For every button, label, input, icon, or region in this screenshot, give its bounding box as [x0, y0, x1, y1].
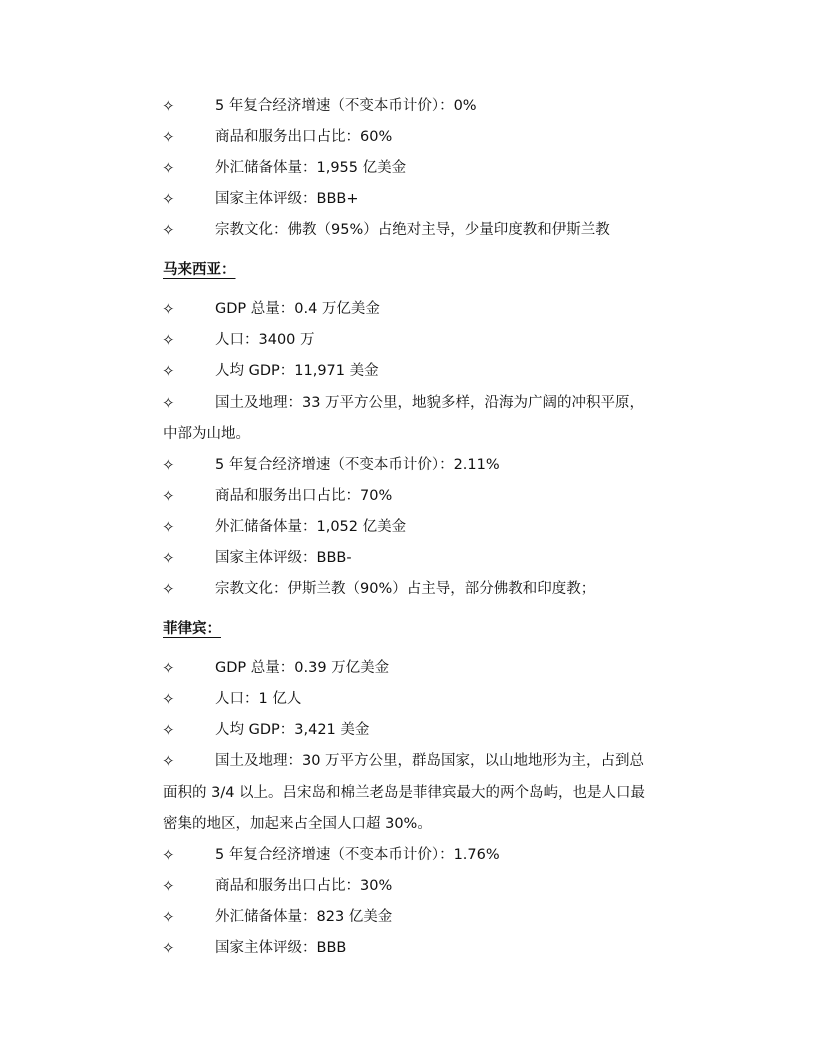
list-item — [0, 298, 816, 320]
list-item — [0, 95, 816, 117]
bullet-icon: ✧ — [162, 394, 175, 412]
bullet-icon: ✧ — [162, 221, 175, 239]
list-item-text: 人口：1 亿人 — [215, 691, 302, 707]
section-heading — [0, 259, 816, 281]
list-item — [0, 719, 816, 741]
section-heading-malaysia: 马来西亚： — [163, 262, 236, 278]
bullet-icon: ✧ — [162, 97, 175, 115]
list-item-text: 宗教文化：伊斯兰教（90%）占主导，部分佛教和印度教； — [215, 581, 596, 597]
list-item-text: 外汇储备体量：823 亿美金 — [215, 909, 393, 925]
list-item — [0, 485, 816, 507]
list-item-text: 商品和服务出口占比：60% — [215, 129, 393, 145]
bullet-icon: ✧ — [162, 300, 175, 318]
list-item — [0, 750, 816, 772]
bullet-icon: ✧ — [162, 721, 175, 739]
list-item-text: GDP 总量：0.39 万亿美金 — [215, 660, 390, 676]
section-heading — [0, 618, 816, 640]
list-item — [0, 126, 816, 148]
list-item-text: 面积的 3/4 以上。吕宋岛和棉兰老岛是菲律宾最大的两个岛屿，也是人口最 — [163, 785, 646, 801]
list-item-text: 人口：3400 万 — [215, 332, 315, 348]
list-item-continuation — [0, 423, 816, 445]
bullet-icon: ✧ — [162, 877, 175, 895]
list-item-text: 5 年复合经济增速（不变本币计价）：1.76% — [215, 847, 500, 863]
bullet-icon: ✧ — [162, 752, 175, 770]
list-item-text: 商品和服务出口占比：30% — [215, 878, 393, 894]
list-item-text: 中部为山地。 — [163, 426, 250, 442]
list-item — [0, 329, 816, 351]
list-item-text: 国土及地理：33 万平方公里，地貌多样，沿海为广阔的冲积平原， — [215, 395, 645, 411]
bullet-icon: ✧ — [162, 128, 175, 146]
bullet-icon: ✧ — [162, 659, 175, 677]
list-item-continuation — [0, 782, 816, 804]
bullet-icon: ✧ — [162, 362, 175, 380]
bullet-icon: ✧ — [162, 908, 175, 926]
list-item — [0, 547, 816, 569]
list-item-text: GDP 总量：0.4 万亿美金 — [215, 301, 380, 317]
list-item-text: 国家主体评级：BBB+ — [215, 191, 359, 207]
list-item-continuation — [0, 813, 816, 835]
list-item — [0, 516, 816, 538]
list-item — [0, 688, 816, 710]
bullet-icon: ✧ — [162, 518, 175, 536]
list-item-text: 人均 GDP：3,421 美金 — [215, 722, 370, 738]
list-item-text: 密集的地区，加起来占全国人口超 30%。 — [163, 816, 432, 832]
list-item-text: 人均 GDP：11,971 美金 — [215, 363, 379, 379]
list-item — [0, 188, 816, 210]
list-item-text: 宗教文化：佛教（95%）占绝对主导，少量印度教和伊斯兰教 — [215, 222, 610, 238]
section-heading-philippines: 菲律宾： — [163, 621, 221, 637]
list-item — [0, 454, 816, 476]
bullet-icon: ✧ — [162, 846, 175, 864]
list-item-text: 商品和服务出口占比：70% — [215, 488, 393, 504]
list-item — [0, 578, 816, 600]
list-item — [0, 657, 816, 679]
list-item-text: 5 年复合经济增速（不变本币计价）：2.11% — [215, 457, 500, 473]
list-item-text: 国家主体评级：BBB- — [215, 550, 352, 566]
bullet-icon: ✧ — [162, 549, 175, 567]
list-item-text: 外汇储备体量：1,955 亿美金 — [215, 160, 407, 176]
list-item — [0, 157, 816, 179]
list-item-text: 5 年复合经济增速（不变本币计价）：0% — [215, 98, 477, 114]
bullet-icon: ✧ — [162, 456, 175, 474]
list-item-text: 国土及地理：30 万平方公里，群岛国家，以山地地形为主，占到总 — [215, 753, 645, 769]
bullet-icon: ✧ — [162, 939, 175, 957]
bullet-icon: ✧ — [162, 580, 175, 598]
bullet-icon: ✧ — [162, 690, 175, 708]
list-item — [0, 844, 816, 866]
list-item — [0, 875, 816, 897]
bullet-icon: ✧ — [162, 159, 175, 177]
bullet-icon: ✧ — [162, 190, 175, 208]
bullet-icon: ✧ — [162, 487, 175, 505]
list-item — [0, 219, 816, 241]
list-item — [0, 937, 816, 959]
bullet-icon: ✧ — [162, 331, 175, 349]
list-item-text: 国家主体评级：BBB — [215, 940, 347, 956]
list-item — [0, 360, 816, 382]
list-item-text: 外汇储备体量：1,052 亿美金 — [215, 519, 407, 535]
list-item — [0, 906, 816, 928]
list-item — [0, 392, 816, 414]
